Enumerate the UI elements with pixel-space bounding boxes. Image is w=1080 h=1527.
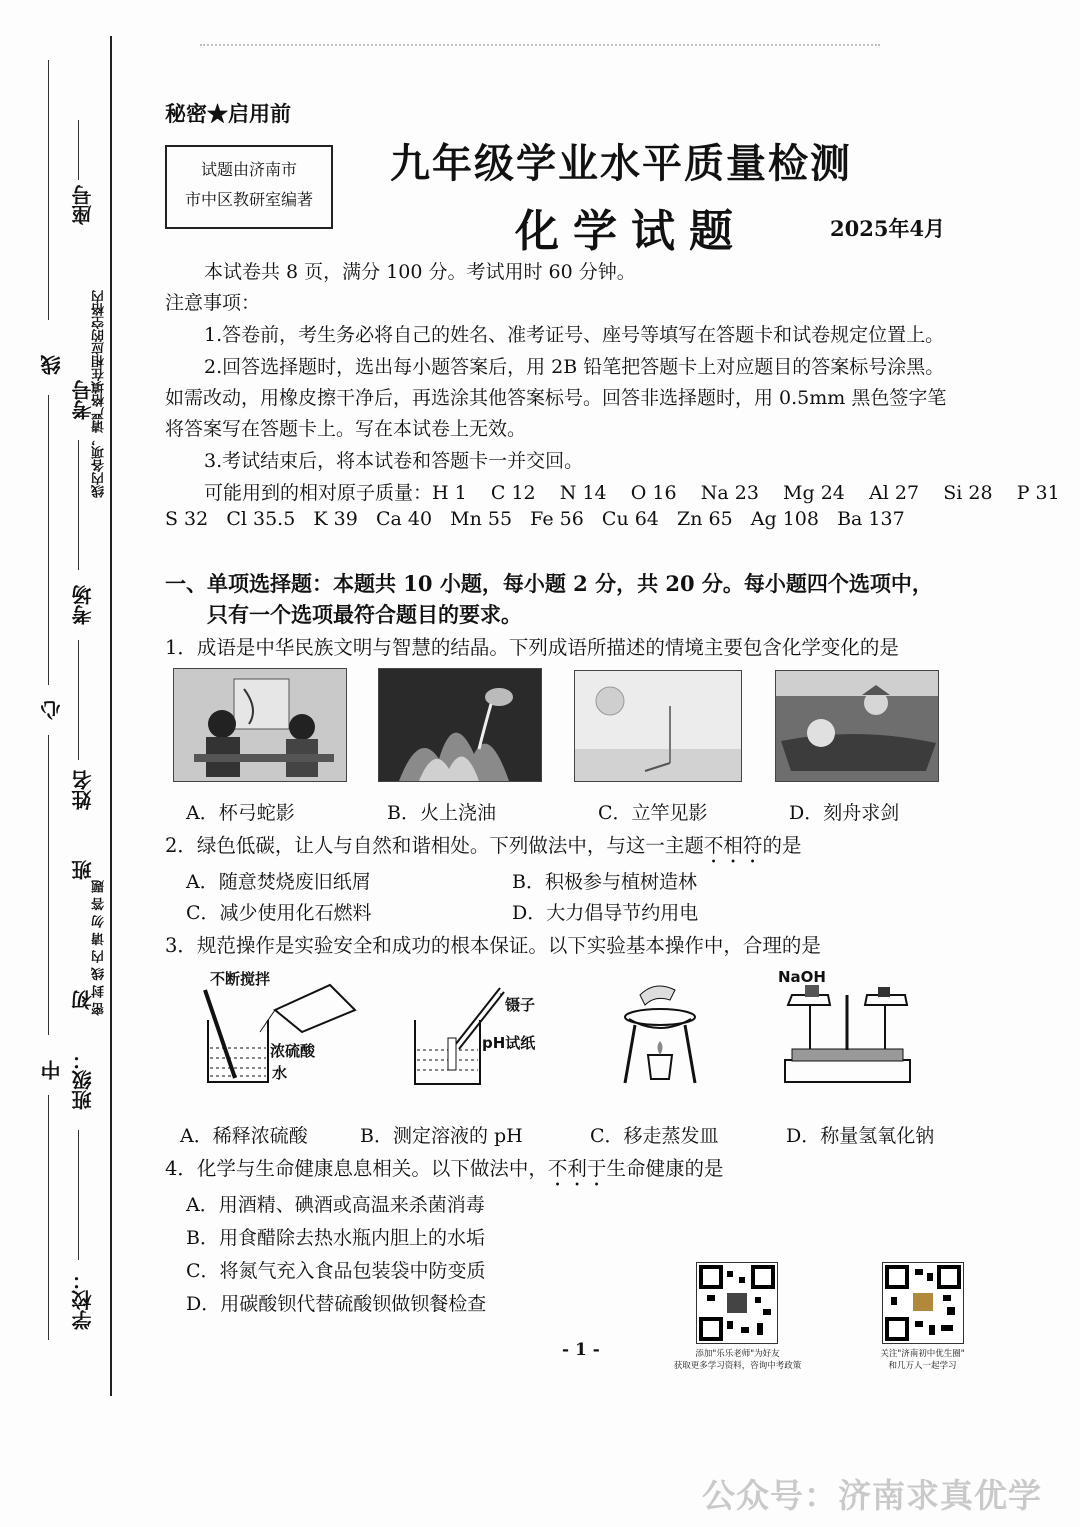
no-answer-note: 密 封 线 内 请 勿 答 题 [92, 880, 107, 1016]
exam-number-label: 考号 [71, 380, 95, 420]
q4-option-c[interactable]: C．将氮气充入食品包装袋中防变质 [186, 1260, 486, 1282]
qr-code-icon [697, 1263, 777, 1343]
cartoon-drinkers-icon [174, 669, 346, 781]
page-number: - 1 - [562, 1340, 600, 1360]
question-1-stem: 1．成语是中华民族文明与智慧的结晶。下列成语所描述的情境主要包含化学变化的是 [165, 636, 899, 659]
binding-line [48, 395, 49, 685]
center-label: 心 [40, 700, 64, 720]
label-water: 水 [272, 1064, 288, 1082]
exam-title: 九年级学业水平质量检测 [390, 140, 852, 187]
atomic-mass-row-2: S 32 Cl 35.5 K 39 Ca 40 Mn 55 Fe 56 Cu 64 Zn 65 Ag 108 Ba 137 [165, 508, 905, 530]
q3-option-d[interactable]: D．称量氢氧化钠 [786, 1125, 935, 1147]
middle-label: 中 [40, 1060, 64, 1080]
q4-option-d[interactable]: D．用碳酸钡代替硫酸钡做钡餐检查 [186, 1293, 487, 1315]
notice-2c: 将答案写在答题卡上。写在本试卷上无效。 [165, 418, 527, 440]
line-label: 线 [40, 355, 64, 375]
section-heading-2: 只有一个选项最符合题目的要求。 [207, 602, 522, 627]
q4-option-b[interactable]: B．用食醋除去热水瓶内胆上的水垢 [186, 1227, 485, 1249]
school-blank [78, 1130, 79, 1260]
binding-line [48, 735, 49, 1035]
class-label: 班 [71, 860, 95, 880]
binding-margin [0, 0, 110, 1400]
q2-option-a[interactable]: A．随意焚烧废旧纸屑 [186, 871, 371, 893]
atomic-mass-label: 可能用到的相对原子质量： [204, 482, 433, 504]
label-tweezers: 镊子 [505, 996, 536, 1014]
scan-artifact [200, 44, 880, 54]
qr1-caption [660, 1348, 815, 1372]
qr2-caption [850, 1348, 995, 1372]
confidential-mark: 秘密★启用前 [165, 101, 291, 126]
q1-option-d[interactable]: D．刻舟求剑 [789, 802, 900, 824]
q2-stem-pre: 2．绿色低碳，让人与自然和谐相处。下列做法中，与这一主题 [165, 834, 704, 857]
notice-2b: 如需改动，用橡皮擦干净后，再选涂其他答案标号。回答非选择题时，用 0.5mm 黑色签字笔 [165, 387, 947, 409]
q2-option-d[interactable]: D．大力倡导节约用电 [512, 902, 699, 924]
seat-blank [78, 120, 79, 180]
notice-2a: 2.回答选择题时，选出每小题答案后，用 2B 铅笔把答题卡上对应题目的答案标号涂黑。 [204, 356, 945, 378]
exam-summary: 本试卷共 8 页，满分 100 分。考试用时 60 分钟。 [204, 261, 636, 283]
q3-diagram-c [615, 975, 705, 1090]
exam-room-label: 考场 [71, 585, 95, 625]
question-2-stem [165, 830, 801, 868]
atomic-mass-row-1 [204, 478, 1060, 505]
q2-stem-post: 的是 [762, 834, 802, 857]
label-conc-acid: 浓硫酸 [270, 1042, 316, 1060]
q4-stem-pre: 4．化学与生命健康息息相关。以下做法中， [165, 1157, 548, 1180]
q1-picture-c [574, 670, 742, 782]
q4-stem-emphasis: 不利于 [547, 1157, 607, 1180]
source-box [165, 145, 333, 229]
watermark: 公众号：济南求真优学 [702, 1476, 1042, 1515]
school-label: 学校： [71, 1270, 95, 1330]
q4-stem-post: 生命健康的是 [606, 1157, 724, 1180]
binding-line [48, 60, 49, 320]
question-3-stem: 3．规范操作是实验安全和成功的根本保证。以下实验基本操作中，合理的是 [165, 934, 821, 957]
qr1-caption-line2: 获取更多学习资料，咨询中考政策 [673, 1361, 802, 1371]
boat-sword-icon [776, 671, 938, 781]
q1-picture-a [173, 668, 347, 782]
source-line-2: 市中区教研室编著 [184, 190, 313, 209]
q1-option-a[interactable]: A．杯弓蛇影 [186, 802, 295, 824]
q2-option-c[interactable]: C．减少使用化石燃料 [186, 902, 372, 924]
q3-diagram-d [770, 965, 920, 1090]
exam-date: 2025年4月 [830, 216, 946, 241]
section-heading-1: 一、单项选择题：本题共 10 小题，每小题 2 分，共 20 分。每小题四个选项中， [165, 571, 933, 596]
margin-rule [110, 36, 112, 1396]
binding-line [48, 1095, 49, 1340]
name-label: 姓名 [71, 770, 95, 810]
class-level-label: 班级： [71, 1050, 95, 1110]
q3-diagram-a [190, 970, 380, 1090]
label-stir: 不断搅拌 [210, 970, 271, 988]
qr-code-teacher[interactable] [696, 1262, 778, 1344]
seat-label: 座号 [71, 185, 95, 225]
q2-option-b[interactable]: B．积极参与植树造林 [512, 871, 697, 893]
question-4-stem [165, 1153, 723, 1191]
qr2-caption-line2: 和几万人一起学习 [888, 1361, 957, 1371]
grade-label: 初 [71, 990, 95, 1010]
q4-option-a[interactable]: A．用酒精、碘酒或高温来杀菌消毒 [186, 1194, 485, 1216]
pole-shadow-icon [575, 671, 741, 781]
source-line-1: 试题由济南市 [200, 160, 297, 179]
label-ph-paper: pH试纸 [482, 1034, 536, 1052]
evaporating-dish-icon [615, 975, 705, 1090]
qr1-caption-line1: 添加"乐乐老师"为好友 [695, 1349, 780, 1359]
qr2-caption-line1: 关注"济南初中优生圈" [880, 1349, 965, 1359]
exam-room-blank [78, 640, 79, 760]
fire-oil-icon [379, 669, 541, 781]
q1-option-c[interactable]: C．立竿见影 [598, 802, 708, 824]
q3-option-a[interactable]: A．稀释浓硫酸 [180, 1125, 308, 1147]
exam-number-blank [78, 440, 79, 570]
subject-title: 化学试题 [515, 206, 747, 257]
q1-picture-d [775, 670, 939, 782]
q1-option-b[interactable]: B．火上浇油 [387, 802, 496, 824]
notice-1: 1.答卷前，考生务必将自己的姓名、准考证号、座号等填写在答题卡和试卷规定位置上。 [204, 324, 945, 346]
label-naoh: NaOH [778, 968, 826, 986]
qr-code-group[interactable] [882, 1262, 964, 1344]
q3-diagram-b [410, 980, 570, 1090]
notice-3: 3.考试结束后，将本试卷和答题卡一并交回。 [204, 450, 584, 472]
q3-option-c[interactable]: C．移走蒸发皿 [590, 1125, 719, 1147]
q3-option-b[interactable]: B．测定溶液的 pH [360, 1125, 523, 1147]
fill-note: 线内各项，请严格填在相应的空格内 [92, 290, 107, 498]
q2-stem-emphasis: 不相符 [703, 834, 763, 857]
atomic-mass-values-1: H 1 C 12 N 14 O 16 Na 23 Mg 24 Al 27 Si 28 P 31 [432, 482, 1060, 504]
q1-picture-b [378, 668, 542, 782]
qr-code-icon [883, 1263, 963, 1343]
notice-title: 注意事项： [165, 292, 261, 314]
